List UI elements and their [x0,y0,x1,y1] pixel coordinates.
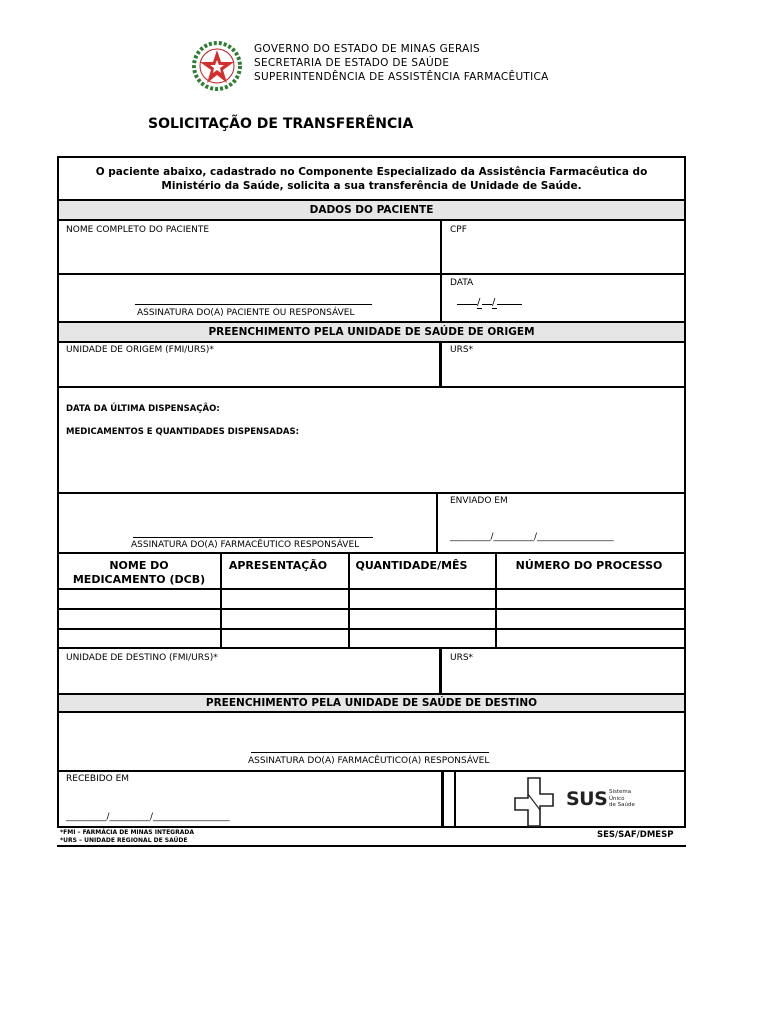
table-row[interactable] [59,630,684,647]
col-process-number: NÚMERO DO PROCESSO [515,559,663,572]
date-label: DATA [450,278,474,288]
footnote-urs: *URS – UNIDADE REGIONAL DE SAÚDE [60,837,188,844]
destination-signature-line[interactable] [251,752,489,753]
patient-name-label: NOME COMPLETO DO PACIENTE [66,225,210,235]
header-government: GOVERNO DO ESTADO DE MINAS GERAIS [254,43,480,55]
page-title: SOLICITAÇÃO DE TRANSFERÊNCIA [148,116,414,132]
section-destination-unit: PREENCHIMENTO PELA UNIDADE DE SAÚDE DE DESTINO [59,695,684,712]
col-quantity-month: QUANTIDADE/MÊS [355,559,468,572]
origin-urs-label: URS* [450,345,474,355]
received-on-label: RECEBIDO EM [66,774,130,784]
pharmacist-signature-line[interactable] [133,537,373,538]
pharmacist-signature-label: ASSINATURA DO(A) FARMACÊUTICO RESPONSÁVEL [131,540,360,550]
intro-text: O paciente abaixo, cadastrado no Componente Especializado da Assistência Farmacêutica do Ministério da Saúde, solicita a sua transferência de Unidade de Saúde. [95,166,648,192]
sus-logo-text: SUS [566,788,608,810]
sus-logo-caption: Sistema Único de Saúde [609,789,635,808]
col-presentation: APRESENTAÇÃO [228,559,328,572]
patient-signature-line[interactable] [135,304,372,305]
date-field[interactable]: / / [457,297,522,309]
sus-logo [513,776,653,828]
section-patient-data: DADOS DO PACIENTE [59,201,684,219]
minas-gerais-coat-of-arms [188,40,246,92]
received-on-date-field[interactable]: _________/_________/_________________ [66,812,230,822]
cpf-label: CPF [450,225,467,235]
footnotes [60,829,194,845]
document-code: SES/SAF/DMESP [597,830,674,840]
last-dispensation-label: DATA DA ÚLTIMA DISPENSAÇÃO: [66,404,220,414]
footnote-fmi: *FMI – FARMÁCIA DE MINAS INTEGRADA [60,829,194,836]
patient-signature-label: ASSINATURA DO(A) PACIENTE OU RESPONSÁVEL [137,308,355,318]
transfer-form [57,156,686,828]
origin-unit-label: UNIDADE DE ORIGEM (FMI/URS)* [66,345,214,355]
table-row[interactable] [59,610,684,628]
col-medicine-name: NOME DO MEDICAMENTO (DCB) [72,559,206,586]
header-superintendence: SUPERINTENDÊNCIA DE ASSISTÊNCIA FARMACÊUTICA [254,71,549,83]
sent-on-date-field[interactable]: _________/_________/_________________ [450,532,614,542]
section-origin-unit: PREENCHIMENTO PELA UNIDADE DE SAÚDE DE ORIGEM [59,323,684,341]
destination-signature-label: ASSINATURA DO(A) FARMACÊUTICO(A) RESPONSÁVEL [248,756,490,766]
medicines-dispensed-label: MEDICAMENTOS E QUANTIDADES DISPENSADAS: [66,427,299,437]
destination-unit-label: UNIDADE DE DESTINO (FMI/URS)* [66,653,218,663]
table-row[interactable] [59,590,684,608]
header-secretariat: SECRETARIA DE ESTADO DE SAÚDE [254,57,450,69]
bottom-rule [57,845,686,847]
sent-on-label: ENVIADO EM [450,496,508,506]
destination-urs-label: URS* [450,653,474,663]
